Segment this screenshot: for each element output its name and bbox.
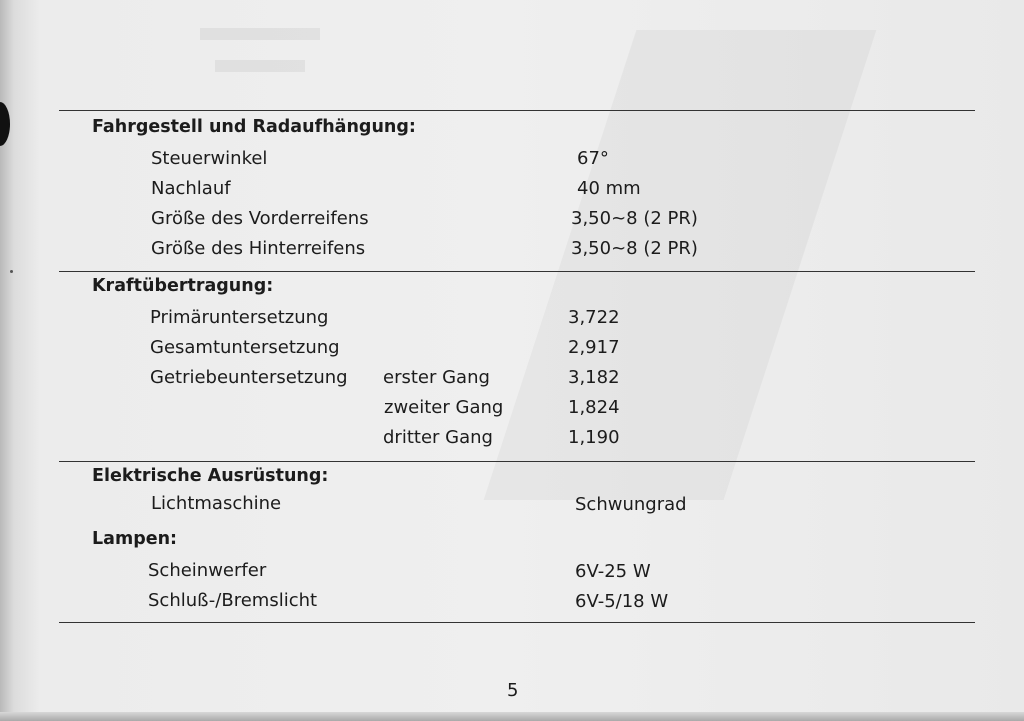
gear-label: zweiter Gang: [384, 397, 504, 418]
spec-value: 40 mm: [577, 178, 641, 199]
spec-label: Schluß-/Bremslicht: [148, 590, 318, 611]
spec-value: 3,722: [568, 307, 620, 328]
spec-value: 3,182: [568, 367, 620, 388]
spec-value: 3,50~8 (2 PR): [571, 238, 698, 259]
section-heading-fahrgestell: Fahrgestell und Radaufhängung:: [92, 117, 416, 137]
bleed-through-shadow: [200, 28, 320, 40]
page-number: 5: [507, 680, 519, 701]
spec-label: Größe des Vorderreifens: [151, 208, 369, 229]
binding-hole-mark: [0, 102, 10, 146]
page-bottom-shadow: [0, 712, 1024, 721]
spec-value: Schwungrad: [575, 494, 687, 515]
rule-bottom: [59, 622, 975, 623]
bleed-through-shadow: [215, 60, 305, 72]
spec-label: Nachlauf: [151, 178, 231, 199]
spec-value: 6V-25 W: [575, 561, 651, 582]
rule-top: [59, 110, 975, 111]
gear-label: dritter Gang: [383, 427, 493, 448]
dust-speck: [10, 270, 13, 273]
spec-label: Getriebeuntersetzung: [150, 367, 348, 388]
spec-value: 2,917: [568, 337, 620, 358]
spec-value: 3,50~8 (2 PR): [571, 208, 698, 229]
rule-elektrisch: [59, 461, 975, 462]
spec-label: Primäruntersetzung: [150, 307, 329, 328]
spec-label: Größe des Hinterreifens: [151, 238, 366, 259]
spec-value: 67°: [577, 148, 609, 169]
spec-value: 6V-5/18 W: [575, 591, 669, 612]
section-heading-lampen: Lampen:: [92, 529, 178, 549]
spec-label: Lichtmaschine: [151, 493, 282, 514]
spec-value: 1,190: [568, 427, 620, 448]
section-heading-elektrische-ausruestung: Elektrische Ausrüstung:: [92, 466, 329, 486]
spec-value: 1,824: [568, 397, 620, 418]
bleed-through-shadow: [484, 30, 877, 500]
section-heading-kraftuebertragung: Kraftübertragung:: [92, 276, 274, 296]
spec-label: Scheinwerfer: [148, 560, 267, 581]
rule-kraft: [59, 271, 975, 272]
gear-label: erster Gang: [383, 367, 490, 388]
spec-label: Gesamtuntersetzung: [150, 337, 340, 358]
spec-label: Steuerwinkel: [151, 148, 268, 169]
